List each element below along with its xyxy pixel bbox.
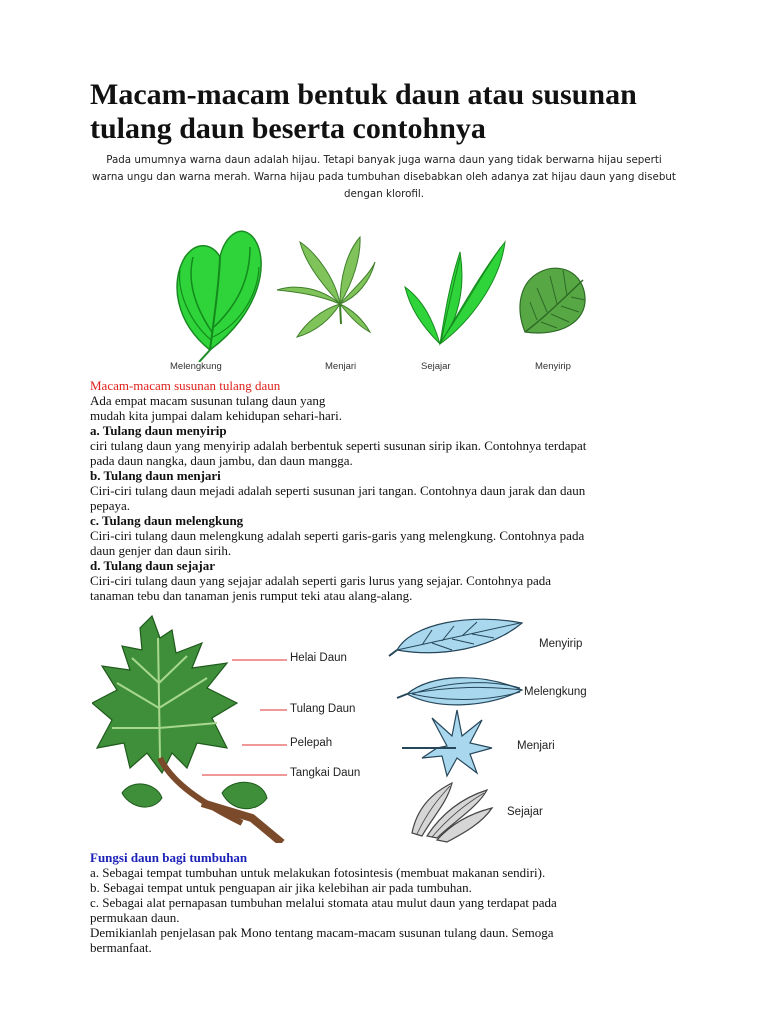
leaf-sejajar-image xyxy=(405,242,505,344)
item-text-line: daun genjer dan daun sirih. xyxy=(90,543,232,558)
item-text-line: Ciri-ciri tulang daun yang sejajar adalah seperti garis lurus yang sejajar. Contohnya pada xyxy=(90,573,551,588)
caption-menjari: Menjari xyxy=(325,361,357,372)
item-title-sejajar: d. Tulang daun sejajar xyxy=(90,558,215,573)
item-text-line: ciri tulang daun yang menyirip adalah berbentuk seperti susunan sirip ikan. Contohnya terdapat xyxy=(90,438,587,453)
function-line: permukaan daun. xyxy=(90,910,180,925)
item-text-line: Ciri-ciri tulang daun mejadi adalah seperti susunan jari tangan. Contohnya daun jarak dan daun xyxy=(90,483,586,498)
melengkung-leaf-image xyxy=(397,678,522,705)
label-sejajar: Sejajar xyxy=(507,806,543,818)
label-menjari: Menjari xyxy=(517,740,555,752)
leaf-types-figure xyxy=(165,212,590,380)
leaf-menyirip-image xyxy=(520,268,585,333)
page-title: Macam-macam bentuk daun atau susunan tulang daun beserta contohnya xyxy=(90,78,637,145)
leaf-menjari-image xyxy=(277,237,375,337)
item-text-line: Ciri-ciri tulang daun melengkung adalah seperti garis-garis yang melengkung. Contohnya pada xyxy=(90,528,585,543)
venation-section xyxy=(90,378,680,603)
leaf-types-illustration xyxy=(165,212,590,362)
menyirip-leaf-image xyxy=(389,619,522,656)
lead-line: mudah kita jumpai dalam kehidupan sehari-hari. xyxy=(90,408,342,423)
leaf-melengkung-image xyxy=(177,231,261,362)
intro-paragraph: Pada umumnya warna daun adalah hijau. Tetapi banyak juga warna daun yang tidak berwarna hijau seperti warna ungu dan warna merah. Warna hijau pada tumbuhan disebabkan oleh adanya zat hijau daun yang disebut dengan klorofil. xyxy=(92,154,676,200)
item-text-line: pepaya. xyxy=(90,498,131,513)
label-pelepah: Pelepah xyxy=(290,737,333,749)
function-line: a. Sebagai tempat tumbuhan untuk melakukan fotosintesis (membuat makanan sendiri). xyxy=(90,865,546,880)
function-line: c. Sebagai alat pernapasan tumbuhan melalui stomata atau mulut daun yang terdapat pada xyxy=(90,895,557,910)
function-line: b. Sebagai tempat untuk penguapan air jika kelebihan air pada tumbuhan. xyxy=(90,880,472,895)
item-text-line: pada daun nangka, daun jambu, dan daun mangga. xyxy=(90,453,353,468)
section-heading-venation: Macam-macam susunan tulang daun xyxy=(90,378,281,393)
menjari-leaf-image xyxy=(402,710,492,776)
item-title-melengkung: c. Tulang daun melengkung xyxy=(90,513,244,528)
sejajar-leaf-image xyxy=(412,783,492,842)
item-title-menjari: b. Tulang daun menjari xyxy=(90,468,221,483)
label-tangkai-daun: Tangkai Daun xyxy=(290,767,361,779)
lead-line: Ada empat macam susunan tulang daun yang xyxy=(90,393,326,408)
item-text-line: tanaman tebu dan tanaman jenis rumput teki atau alang-alang. xyxy=(90,588,413,603)
label-tulang-daun: Tulang Daun xyxy=(290,703,356,715)
function-section xyxy=(90,850,680,955)
label-menyirip: Menyirip xyxy=(539,638,583,650)
closing-line: bermanfaat. xyxy=(90,940,152,955)
item-title-menyirip: a. Tulang daun menyirip xyxy=(90,423,227,438)
caption-sejajar: Sejajar xyxy=(421,361,451,372)
caption-melengkung: Melengkung xyxy=(170,361,222,372)
caption-menyirip: Menyirip xyxy=(535,361,571,372)
section-heading-function: Fungsi daun bagi tumbuhan xyxy=(90,850,248,865)
large-leaf-image xyxy=(92,616,282,843)
leaf-parts-figure xyxy=(92,608,632,843)
closing-line: Demikianlah penjelasan pak Mono tentang macam-macam susunan tulang daun. Semoga xyxy=(90,925,554,940)
label-helai-daun: Helai Daun xyxy=(290,652,347,664)
label-melengkung: Melengkung xyxy=(524,686,587,698)
